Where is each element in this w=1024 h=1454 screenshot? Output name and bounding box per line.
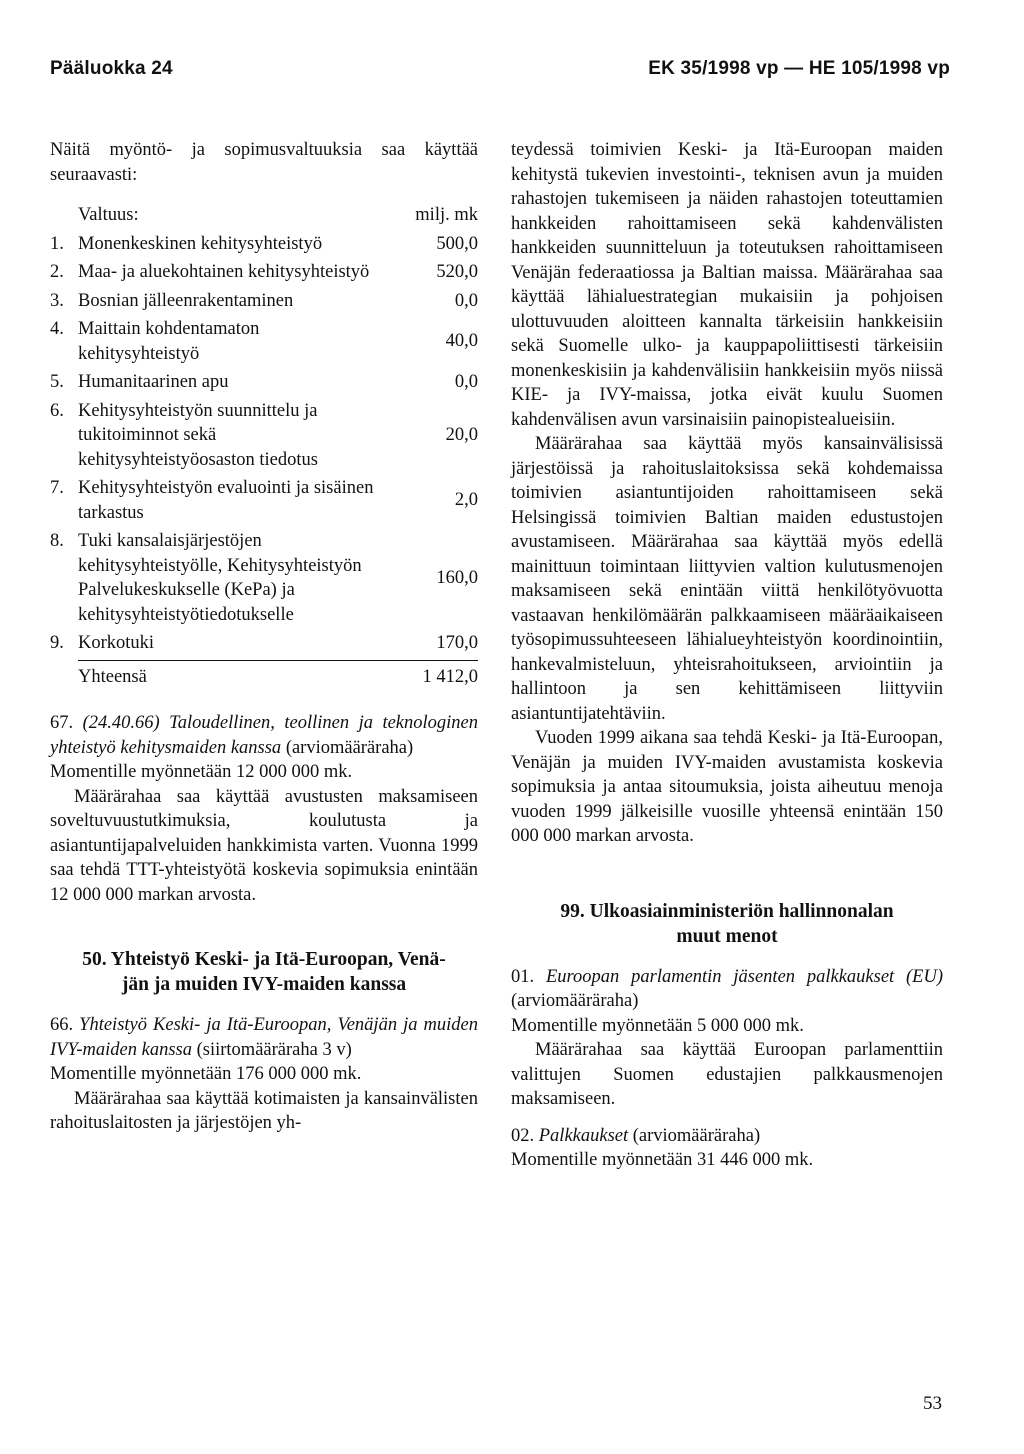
row-value: 0,0 [454, 372, 478, 392]
allocation-table [50, 203, 478, 689]
item-02-amount: Momentille myönnetään 31 446 000 mk. [511, 1150, 814, 1170]
right-para-1: teydessä toimivien Keski- ja Itä-Euroopan maiden kehitystä tukevien investointi-, teknisen avun ja muiden rahastojen tukemiseen ja näiden rahastojen toteuttamien hankkeiden rahoittamiseen sekä kahdenvälisten hankkeiden suunnitteluun ja toteutuksen rahoittamiseen Venäjän federaatiossa ja Baltian maissa. Määrärahaa saa käyttää lähialuestrategian mukaisiin ja pohjoisen ulottuvuuden aloitteen kannalta tärkeisiin hankkeisiin sekä Suomelle ulko- ja kauppapoliittisesti tärkeisiin monenkeskisiin ja kahdenvälisiin hankkeisiin myös niissä KIE- ja IVY-maissa, jotka eivät kuulu Suomen kahdenvälisen avun varsinaisiin painopistealueisiin. [511, 140, 943, 430]
section-50-heading-line1: 50. Yhteistyö Keski- ja Itä-Euroopan, Venä- [82, 949, 446, 970]
row-number: 1. [50, 233, 64, 254]
allocation-row [50, 399, 478, 473]
item-66-title: Yhteistyö Keski- ja Itä-Euroopan, Venäjän ja muiden IVY-maiden kanssa [50, 1015, 478, 1060]
item-02-entry [511, 1124, 943, 1149]
row-value: 20,0 [445, 425, 478, 445]
item-66-amount: Momentille myönnetään 176 000 000 mk. [50, 1064, 362, 1084]
allocation-row [50, 289, 478, 314]
row-number: 3. [50, 290, 64, 311]
row-label: Maa- ja aluekohtainen kehitysyhteistyö [78, 262, 370, 282]
row-number: 2. [50, 262, 64, 282]
allocation-row [50, 370, 478, 395]
right-para-2: Määrärahaa saa käyttää myös kansainvälisissä järjestöissä ja rahoituslaitoksissa sekä kohdemaissa toimivien asiantuntijoiden rahoittamiseen sekä Helsingissä toimivien Baltian maiden edustustojen avustamiseen. Määrärahaa saa käyttää myös edellä mainittuun toimintaan liittyvien valtion kulutusmenojen maksamiseen sekä enintään viittä henkilötyövuotta vastaavan henkilömäärän palkkaamiseen määräaikaiseen työsopimussuhteeseen lähialueyhteistyön koordinointiin, hankevalmisteluun, yhteisrahoitukseen, arviointiin ja hallintoon ja sen kehittämiseen liittyviin asiantuntijatehtäviin. [511, 434, 943, 724]
row-value: 0,0 [454, 290, 478, 311]
row-label: Tuki kansalaisjärjestöjen kehitysyhteistyölle, Kehitysyhteistyön Palvelukeskukselle (KePa) ja kehitysyhteistyötiedotukselle [78, 531, 362, 625]
running-header-left: Pääluokka 24 [50, 58, 173, 79]
row-number: 5. [50, 372, 64, 392]
row-label: Maittain kohdentamaton kehitysyhteistyö [78, 319, 260, 364]
column-unit: milj. mk [415, 205, 478, 225]
row-value: 170,0 [436, 633, 478, 653]
item-66-num: 66. [50, 1015, 74, 1035]
row-number: 9. [50, 633, 64, 653]
allocation-row [50, 476, 478, 525]
allocation-row [50, 529, 478, 627]
row-value: 500,0 [436, 233, 478, 254]
row-number: 4. [50, 319, 64, 339]
item-01-title: Euroopan parlamentin jäsenten palkkaukset (EU) [545, 966, 944, 987]
row-value: 160,0 [436, 567, 478, 588]
section-50-heading [50, 947, 478, 997]
row-label: Bosnian jälleenrakentaminen [78, 290, 294, 311]
item-01-entry [511, 965, 943, 1014]
allocation-rows [50, 232, 478, 656]
item-66-type: (siirtomääräraha 3 v) [196, 1039, 352, 1060]
item-67-code: (24.40.66) [82, 713, 160, 733]
row-label: Kehitysyhteistyön suunnittelu ja tukitoiminnot sekä kehitysyhteistyöosaston tiedotus [78, 400, 318, 470]
right-column [511, 138, 943, 1173]
item-01-num: 01. [511, 966, 535, 987]
allocation-row [50, 317, 478, 366]
total-rule [78, 660, 478, 661]
row-number: 7. [50, 478, 64, 498]
section-50-heading-line2: jän ja muiden IVY-maiden kanssa [121, 974, 407, 995]
row-label: Humanitaarinen apu [78, 372, 229, 392]
row-number: 8. [50, 531, 64, 551]
row-label: Kehitysyhteistyön evaluointi ja sisäinen tarkastus [78, 478, 374, 523]
section-99-heading [511, 899, 943, 949]
section-99-heading-line1: 99. Ulkoasiainministeriön hallinnonalan [560, 900, 894, 922]
item-01-amount: Momentille myönnetään 5 000 000 mk. [511, 1015, 804, 1036]
page-number: 53 [923, 1393, 942, 1414]
left-column [50, 138, 478, 1136]
allocation-row [50, 232, 478, 257]
allocation-intro: Näitä myöntö- ja sopimusvaltuuksia saa käyttää seuraavasti: [50, 140, 478, 185]
row-label: Korkotuki [78, 633, 155, 653]
row-label: Monenkeskinen kehitysyhteistyö [78, 233, 323, 254]
item-67-title: Taloudellinen, teollinen ja teknologinen yhteistyö kehitysmaiden kanssa [50, 713, 478, 758]
item-66-entry [50, 1013, 478, 1062]
allocation-row [50, 260, 478, 285]
row-value: 40,0 [445, 331, 478, 352]
allocation-table-header [50, 203, 478, 228]
item-02-title: Palkkaukset [538, 1125, 629, 1146]
allocation-total-row [50, 665, 478, 690]
item-67-text: Määrärahaa saa käyttää avustusten maksamiseen soveltuvuustutkimuksia, koulutusta ja asiantuntijapalveluiden hankkimista varten. Vuonna 1999 saa tehdä TTT-yhteistyötä koskevia sopimuksia enintään 12 000 000 markan arvosta. [50, 786, 478, 905]
total-value: 1 412,0 [422, 666, 478, 687]
item-67-amount: Momentille myönnetään 12 000 000 mk. [50, 762, 353, 782]
running-header-right: EK 35/1998 vp — HE 105/1998 vp [648, 58, 950, 79]
column-label: Valtuus: [78, 205, 139, 225]
item-67-num: 67. [50, 713, 74, 733]
row-value: 520,0 [436, 262, 478, 282]
item-67-entry [50, 711, 478, 760]
allocation-row [50, 631, 478, 656]
item-02-num: 02. [511, 1125, 535, 1146]
section-99-heading-line2: muut menot [676, 925, 778, 947]
item-01-type: (arviomääräraha) [511, 991, 639, 1011]
item-02-type: (arviomääräraha) [632, 1125, 761, 1146]
item-66-text: Määrärahaa saa käyttää kotimaisten ja kansainvälisten rahoituslaitosten ja järjestöjen yh- [50, 1088, 478, 1133]
row-value: 2,0 [454, 490, 478, 511]
item-01-text: Määrärahaa saa käyttää Euroopan parlamenttiin valittujen Suomen edustajien palkkausmenojen maksamiseen. [511, 1040, 943, 1109]
row-number: 6. [50, 400, 64, 421]
item-67-type: (arviomääräraha) [285, 737, 414, 758]
right-para-3: Vuoden 1999 aikana saa tehdä Keski- ja Itä-Euroopan, Venäjän ja muiden IVY-maiden avustamista koskevia sopimuksia ja antaa sitoumuksia, joista aiheutuu menoja vuoden 1999 jälkeisille vuosille yhteensä enintään 150 000 000 markan arvosta. [511, 728, 943, 846]
total-label: Yhteensä [78, 666, 147, 687]
